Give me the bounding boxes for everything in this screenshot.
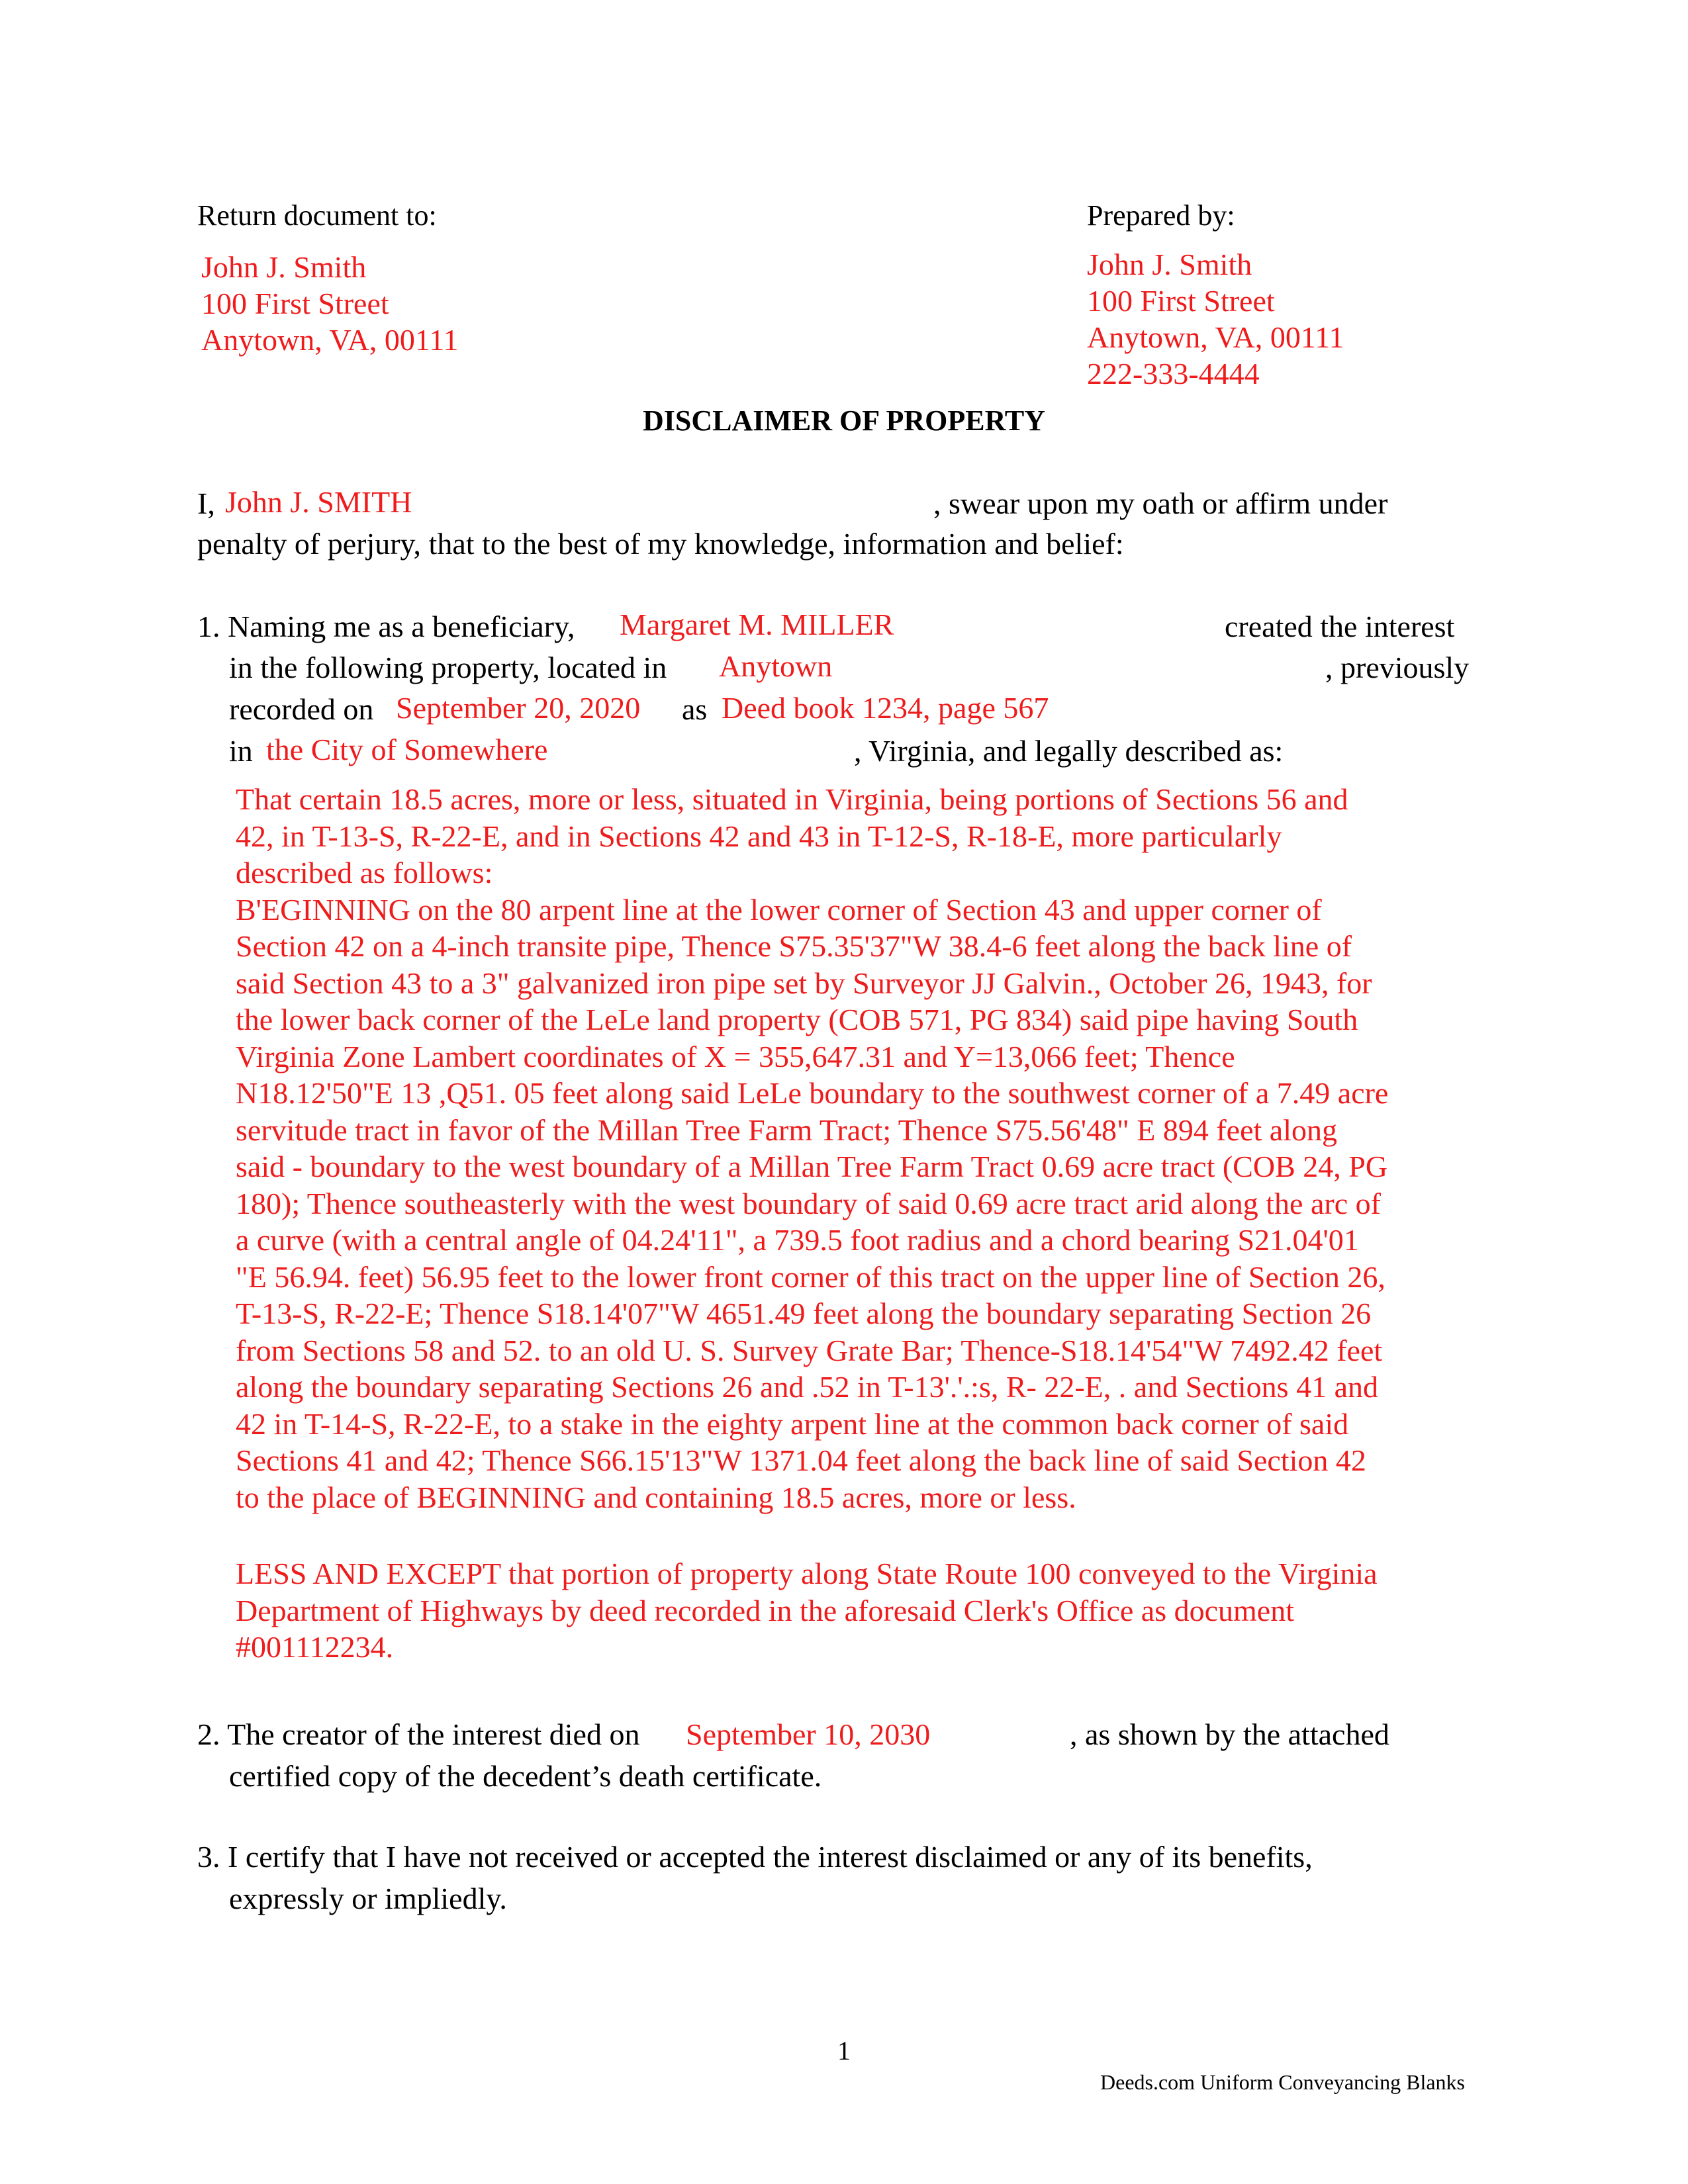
- deed-reference: Deed book 1234, page 567: [722, 691, 1049, 725]
- legal-line: B'EGINNING on the 80 arpent line at the lower corner of Section 43 and upper corner of: [236, 892, 1322, 927]
- legal-line: "E 56.94. feet) 56.95 feet to the lower front corner of this tract on the upper line of Section 26,: [236, 1259, 1385, 1294]
- death-date: September 10, 2030: [686, 1717, 931, 1751]
- legal-line: from Sections 58 and 52. to an old U. S. Survey Grate Bar; Thence-S18.14'54"W 7492.42 feet: [236, 1333, 1383, 1367]
- legal-line: the lower back corner of the LeLe land property (COB 571, PG 834) said pipe having South: [236, 1003, 1358, 1036]
- legal-line: said Section 43 to a 3" galvanized iron pipe set by Surveyor JJ Galvin., October 26, 1943, for: [236, 966, 1372, 1000]
- prepared-street: 100 First Street: [1087, 284, 1275, 318]
- item1-line4-suffix: , Virginia, and legally described as:: [854, 734, 1284, 768]
- property-location: Anytown: [719, 649, 833, 683]
- item1-line2-prefix: in the following property, located in: [229, 651, 667, 684]
- legal-line: 180); Thence southeasterly with the west boundary of said 0.69 acre tract arid along the arc of: [236, 1186, 1381, 1220]
- item1-line1-prefix: 1. Naming me as a beneficiary,: [197, 610, 575, 643]
- return-city: Anytown, VA, 00111: [201, 323, 459, 357]
- item2-line1-prefix: 2. The creator of the interest died on: [197, 1717, 640, 1751]
- except-line: Department of Highways by deed recorded in the aforesaid Clerk's Office as document: [236, 1593, 1294, 1627]
- legal-line: described as follows:: [236, 856, 493, 889]
- legal-line: a curve (with a central angle of 04.24'11", a 739.5 foot radius and a chord bearing S21.04'01: [236, 1223, 1359, 1257]
- item1-line3-as: as: [682, 692, 708, 726]
- item1-line3-prefix: recorded on: [229, 692, 374, 726]
- prepared-label: Prepared by:: [1087, 199, 1235, 232]
- oath-suffix: , swear upon my oath or affirm under: [933, 486, 1388, 520]
- legal-line: That certain 18.5 acres, more or less, situated in Virginia, being portions of Sections 56 and: [236, 782, 1348, 816]
- except-line: #001112234.: [236, 1630, 394, 1664]
- legal-line: Section 42 on a 4-inch transite pipe, Thence S75.35'37"W 38.4-6 feet along the back line of: [236, 929, 1352, 963]
- legal-line: along the boundary separating Sections 26 and .52 in T-13'.'.:s, R- 22-E, . and Sections 41 and: [236, 1370, 1378, 1404]
- declarant-name: John J. SMITH: [225, 485, 412, 519]
- less-and-except: [236, 1555, 1493, 1666]
- item1-line2-suffix: , previously: [1325, 651, 1470, 684]
- return-street: 100 First Street: [201, 287, 389, 320]
- recording-jurisdiction: the City of Somewhere: [266, 733, 548, 766]
- creator-name: Margaret M. MILLER: [620, 608, 894, 641]
- prepared-name: John J. Smith: [1087, 248, 1252, 281]
- page-number: 1: [837, 2036, 851, 2066]
- item1-line4-prefix: in: [229, 734, 253, 768]
- legal-line: Sections 41 and 42; Thence S66.15'13"W 1371.04 feet along the back line of said Section 42: [236, 1443, 1366, 1477]
- return-name: John J. Smith: [201, 250, 367, 284]
- oath-line2: penalty of perjury, that to the best of my knowledge, information and belief:: [197, 527, 1124, 561]
- legal-line: servitude tract in favor of the Millan Tree Farm Tract; Thence S75.56'48" E 894 feet along: [236, 1113, 1337, 1147]
- legal-description: [236, 781, 1493, 1516]
- item1-line1-suffix: created the interest: [1225, 610, 1455, 643]
- footer-credit: Deeds.com Uniform Conveyancing Blanks: [1100, 2070, 1465, 2094]
- legal-line: 42 in T-14-S, R-22-E, to a stake in the eighty arpent line at the common back corner of said: [236, 1406, 1349, 1441]
- item2-line1-suffix: , as shown by the attached: [1070, 1717, 1389, 1751]
- document-title: DISCLAIMER OF PROPERTY: [643, 404, 1045, 437]
- item3-line2: expressly or impliedly.: [229, 1882, 507, 1915]
- legal-line: said - boundary to the west boundary of a Millan Tree Farm Tract 0.69 acre tract (COB 24, PG: [236, 1150, 1388, 1183]
- legal-line: T-13-S, R-22-E; Thence S18.14'07"W 4651.49 feet along the boundary separating Section 26: [236, 1297, 1372, 1330]
- legal-line: N18.12'50"E 13 ,Q51. 05 feet along said LeLe boundary to the southwest corner of a 7.49 acre: [236, 1076, 1389, 1110]
- item3-line1: 3. I certify that I have not received or accepted the interest disclaimed or any of its benefits,: [197, 1840, 1313, 1874]
- prepared-phone: 222-333-4444: [1087, 357, 1260, 390]
- legal-line: 42, in T-13-S, R-22-E, and in Sections 42 and 43 in T-12-S, R-18-E, more particularly: [236, 819, 1282, 853]
- prepared-city: Anytown, VA, 00111: [1087, 320, 1344, 354]
- oath-prefix: I,: [197, 486, 215, 520]
- except-line: LESS AND EXCEPT that portion of property along State Route 100 conveyed to the Virginia: [236, 1557, 1378, 1590]
- item2-line2: certified copy of the decedent’s death certificate.: [229, 1759, 822, 1793]
- legal-line: to the place of BEGINNING and containing 18.5 acres, more or less.: [236, 1480, 1076, 1514]
- legal-line: Virginia Zone Lambert coordinates of X = 355,647.31 and Y=13,066 feet; Thence: [236, 1039, 1235, 1073]
- recorded-date: September 20, 2020: [396, 691, 641, 725]
- return-label: Return document to:: [197, 199, 437, 232]
